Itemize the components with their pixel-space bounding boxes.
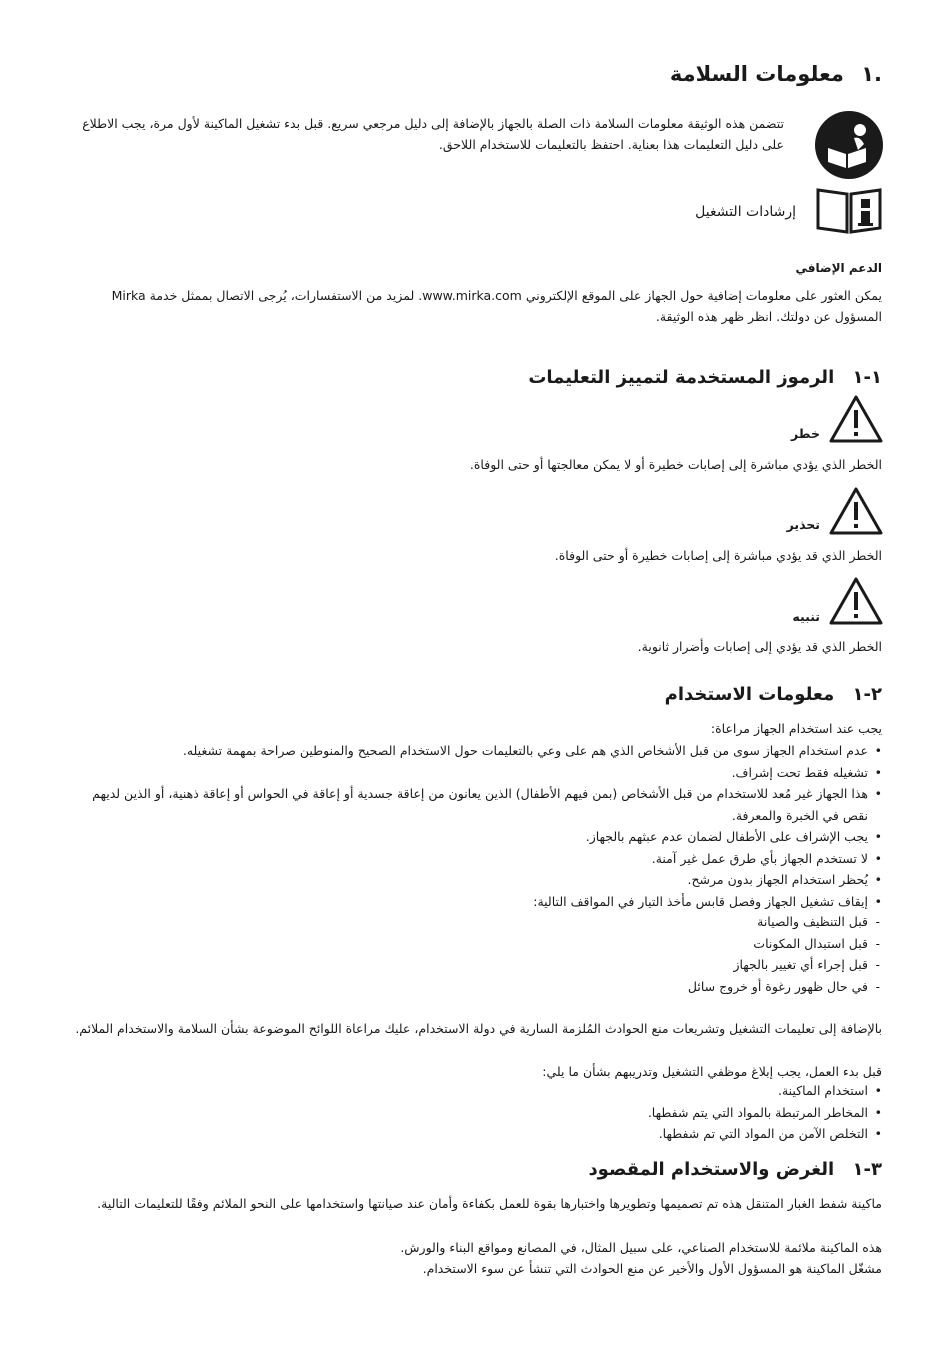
support-heading: الدعم الإضافي xyxy=(795,261,882,275)
caution-label: تنبيه xyxy=(792,609,820,624)
subsection-title: معلومات الاستخدام xyxy=(664,684,835,705)
list-item: • المخاطر المرتبطة بالمواد التي يتم شفطها. xyxy=(67,1102,882,1124)
intro-text xyxy=(68,113,784,155)
intro-line-2: على دليل التعليمات هذا بعناية. احتفظ بالتعليمات للاستخدام اللاحق. xyxy=(438,137,784,152)
list-item: • عدم استخدام الجهاز سوى من قبل الأشخاص الذي هم على وعي بالتعليمات حول الاستخدام الصحيح والمنوطين صراحة بمهمة تشغيله. xyxy=(67,740,882,762)
section-heading xyxy=(670,62,882,86)
list-item: • هذا الجهاز غير مُعد للاستخدام من قبل الأشخاص (بمن فيهم الأطفال) الذين يعانون من إعاقة جسدية أو إعاقة في الحواس أو إعاقة ذهنية، أو الذين لديهم نقص في الخبرة والمعرفة. xyxy=(67,783,882,826)
usage-bullets xyxy=(67,740,882,912)
purpose-text: ماكينة شفط الغبار المتنقل هذه تم تصميمها وتطويرها واختبارها بقوة للعمل بكفاءة وأمان عند صيانتها واستخدامها على النحو الملائم وفقًا للتعليمات التالية. xyxy=(97,1196,882,1211)
list-item: • إيقاف تشغيل الجهاز وفصل قابس مأخذ التيار في المواقف التالية: xyxy=(67,891,882,913)
list-item: - قبل التنظيف والصيانة xyxy=(67,911,882,933)
intended-use-line-1: هذه الماكينة ملائمة للاستخدام الصناعي، على سبيل المثال، في المصانع ومواقع البناء والورش. xyxy=(400,1240,882,1255)
training-bullets xyxy=(67,1080,882,1145)
situation-dashes xyxy=(67,911,882,997)
list-item: • تشغيله فقط تحت إشراف. xyxy=(67,762,882,784)
usage-lead: يجب عند استخدام الجهاز مراعاة: xyxy=(710,721,882,736)
list-item: • استخدام الماكينة. xyxy=(67,1080,882,1102)
list-item: • يجب الإشراف على الأطفال لضمان عدم عبثهم بالجهاز. xyxy=(67,826,882,848)
warning-triangle-icon xyxy=(828,576,884,626)
warning-triangle-icon xyxy=(828,486,884,536)
support-line-1: يمكن العثور على معلومات إضافية حول الجهاز على الموقع الإلكتروني www.mirka.com. لمزيد من الاستفسارات، يُرجى الاتصال بممثل خدمة Mirka xyxy=(111,288,882,303)
intended-use-text xyxy=(67,1237,882,1279)
operating-instructions-label: إرشادات التشغيل xyxy=(695,204,796,220)
list-item: - قبل استبدال المكونات xyxy=(67,933,882,955)
support-line-2: المسؤول عن دولتك. انظر ظهر هذه الوثيقة. xyxy=(655,309,882,324)
list-item: • يُحظر استخدام الجهاز بدون مرشح. xyxy=(67,869,882,891)
warning-triangle-icon xyxy=(828,394,884,444)
read-manual-icon xyxy=(814,110,884,180)
warning-text: الخطر الذي قد يؤدي مباشرة إلى إصابات خطيرة أو حتى الوفاة. xyxy=(554,548,882,563)
list-item: • التخلص الآمن من المواد التي تم شفطها. xyxy=(67,1123,882,1145)
subsection-title: الغرض والاستخدام المقصود xyxy=(588,1159,835,1180)
subsection-number: ١-١ xyxy=(852,367,882,388)
danger-text: الخطر الذي يؤدي مباشرة إلى إصابات خطيرة أو لا يمكن معالجتها أو حتى الوفاة. xyxy=(469,457,882,472)
subsection-title: الرموز المستخدمة لتمييز التعليمات xyxy=(528,367,835,388)
info-book-icon xyxy=(814,186,884,236)
subsection-number: ٢-١ xyxy=(852,684,882,705)
intro-line-1: تتضمن هذه الوثيقة معلومات السلامة ذات الصلة بالجهاز بالإضافة إلى دليل مرجعي سريع. قبل بدء تشغيل الماكينة لأول مرة، يجب الاطلاع xyxy=(82,116,784,131)
list-item: • لا تستخدم الجهاز بأي طرق عمل غير آمنة. xyxy=(67,848,882,870)
subsection-heading xyxy=(665,684,882,705)
section-title: معلومات السلامة xyxy=(669,62,844,86)
training-lead: قبل بدء العمل، يجب إبلاغ موظفي التشغيل وتدريبهم بشأن ما يلي: xyxy=(542,1064,882,1079)
subsection-heading xyxy=(528,367,882,388)
section-number: .١ xyxy=(861,62,882,86)
subsection-heading xyxy=(588,1159,882,1180)
regulations-text: بالإضافة إلى تعليمات التشغيل وتشريعات منع الحوادث المُلزمة السارية في دولة الاستخدام، عليك مراعاة اللوائح الموضوعة بشأن السلامة والاستخدام الملائم. xyxy=(75,1021,882,1036)
list-item: - قبل إجراء أي تغيير بالجهاز xyxy=(67,954,882,976)
danger-label: خطر xyxy=(791,426,820,441)
list-item: - في حال ظهور رغوة أو خروج سائل xyxy=(67,976,882,998)
caution-text: الخطر الذي قد يؤدي إلى إصابات وأضرار ثانوية. xyxy=(637,639,882,654)
intended-use-line-2: مشغّل الماكينة هو المسؤول الأول والأخير عن منع الحوادث التي تنشأ عن سوء الاستخدام. xyxy=(422,1261,882,1276)
warning-label: تحذير xyxy=(786,517,820,532)
subsection-number: ٣-١ xyxy=(852,1159,882,1180)
support-text xyxy=(67,285,882,327)
